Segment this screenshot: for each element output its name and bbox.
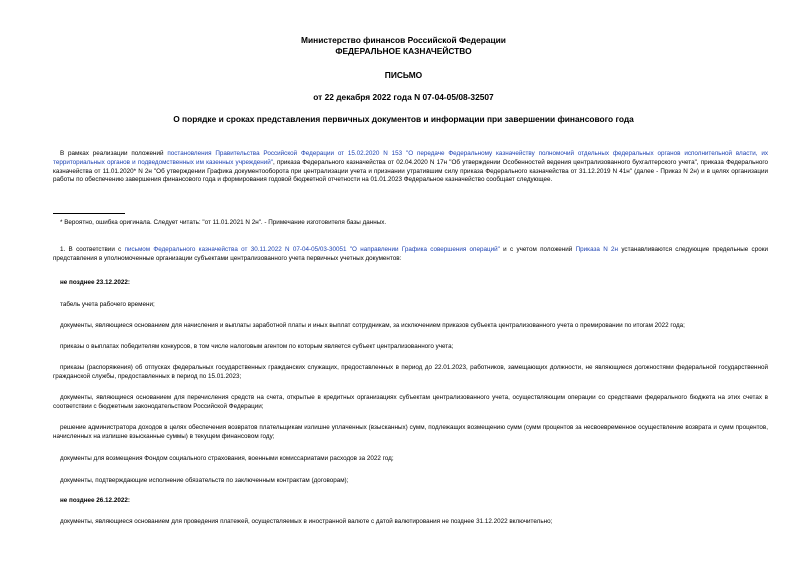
intro-paragraph (53, 150, 768, 185)
intro-text-3: (далее - Приказ N 2н) и в целях организации работы по обеспечению завершения финансового года и формирования годовой бюджетной отчетности на 01.01.2023 Федеральное казначейство сообщает следующее. (53, 167, 768, 184)
footnote: * Вероятно, ошибка оригинала. Следует читать: "от 11.01.2021 N 2н". - Примечание изготовителя базы данных. (60, 219, 387, 226)
ministry-name: Министерство финансов Российской Федерации (301, 35, 506, 45)
item1-text-3: устанавливаются следующие предельные сроки представления в уполномоченные организации субъектами централизованного учета первичных учетных документов: (53, 246, 768, 262)
link-order-2n[interactable]: Приказа N 2н (575, 246, 619, 253)
footnote-divider (53, 213, 125, 214)
item1-text-1: 1. В соответствии с (60, 246, 125, 253)
list-item: приказы о выплатах победителям конкурсов, в том числе налоговым агентом по которым является субъект централизованного учета; (60, 343, 454, 350)
list-item: документы, подтверждающие исполнение обязательств по заключенным контрактам (договорам); (60, 477, 349, 484)
list-item: документы, являющиеся основанием для проведения платежей, осуществляемых в иностранной валюте с датой валютирования не позднее 31.12.2022 включительно; (60, 518, 553, 525)
deadline-heading-23-12: не позднее 23.12.2022: (60, 279, 130, 286)
document-date-number: от 22 декабря 2022 года N 07-04-05/08-32507 (313, 92, 494, 102)
item1-text-2: и с учетом положений (499, 246, 576, 253)
list-item: документы, являющиеся основанием для перечисления средств на счета, открытые в кредитных организациях субъектам централизованного учета, осуществляющим операции со средствами федерального бюджета на этих счетах в соответствии с бюджетным законодательством Российской Федерации; (53, 394, 768, 410)
document-type: ПИСЬМО (384, 70, 423, 80)
list-item: документы, являющиеся основанием для начисления и выплаты заработной платы и иных выплат сотрудникам, за исключением приказов субъекта централизованного учета о премировании по итогам 2022 года; (60, 322, 685, 329)
document-title: О порядке и сроках представления первичных документов и информации при завершении финансового года (173, 114, 634, 124)
intro-text-2: , приказа Федерального казначейства от 02.04.2020 N 17н "Об утверждении Особенностей ведения централизованного бухгалтерского учета", приказа Федерального казначейства от 11.01.2020* N 2н "Об утверждении Графика документооборота при централизации учета и признании утратившим силу приказа Федерального казначейства от 31.12.2019 N 41н" (53, 158, 768, 175)
list-item: приказы (распоряжения) об отпусках федеральных государственных гражданских служащих, предоставленных в период до 22.01.2023, работников, замещающих должности, не являющиеся должностями федеральной государственной гражданской службы, предоставленных в период по 15.01.2023; (53, 364, 768, 380)
intro-text-1: В рамках реализации положений (60, 150, 168, 157)
list-item: табель учета рабочего времени; (60, 301, 155, 308)
list-item: документы для возмещения Фондом социального страхования, военными комиссариатами расходов за 2022 год; (60, 455, 394, 462)
link-government-decree-153[interactable]: постановления Правительства Российской Федерации от 15.02.2020 N 153 "О передаче Федеральному казначейству полномочий отдельных федеральных органов исполнительной власти, их территориальных органов и подведомственных им казенных учреждений" (53, 150, 769, 166)
agency-name: ФЕДЕРАЛЬНОЕ КАЗНАЧЕЙСТВО (335, 46, 472, 56)
deadline-heading-26-12: не позднее 26.12.2022: (60, 497, 130, 504)
link-treasury-letter-30051[interactable]: письмом Федерального казначейства от 30.11.2022 N 07-04-05/03-30051 "О направлении Графика совершения операций" (124, 246, 500, 253)
list-item: решение администратора доходов в целях обеспечения возвратов плательщикам излишне уплаченных (взысканных) сумм, подлежащих возмещению сумм (сумм процентов за несвоевременное осуществление возврата и сумм процентов, начисленных на излишне взысканные суммы) в текущем финансовом году; (53, 424, 768, 440)
item-1-paragraph (53, 246, 768, 264)
